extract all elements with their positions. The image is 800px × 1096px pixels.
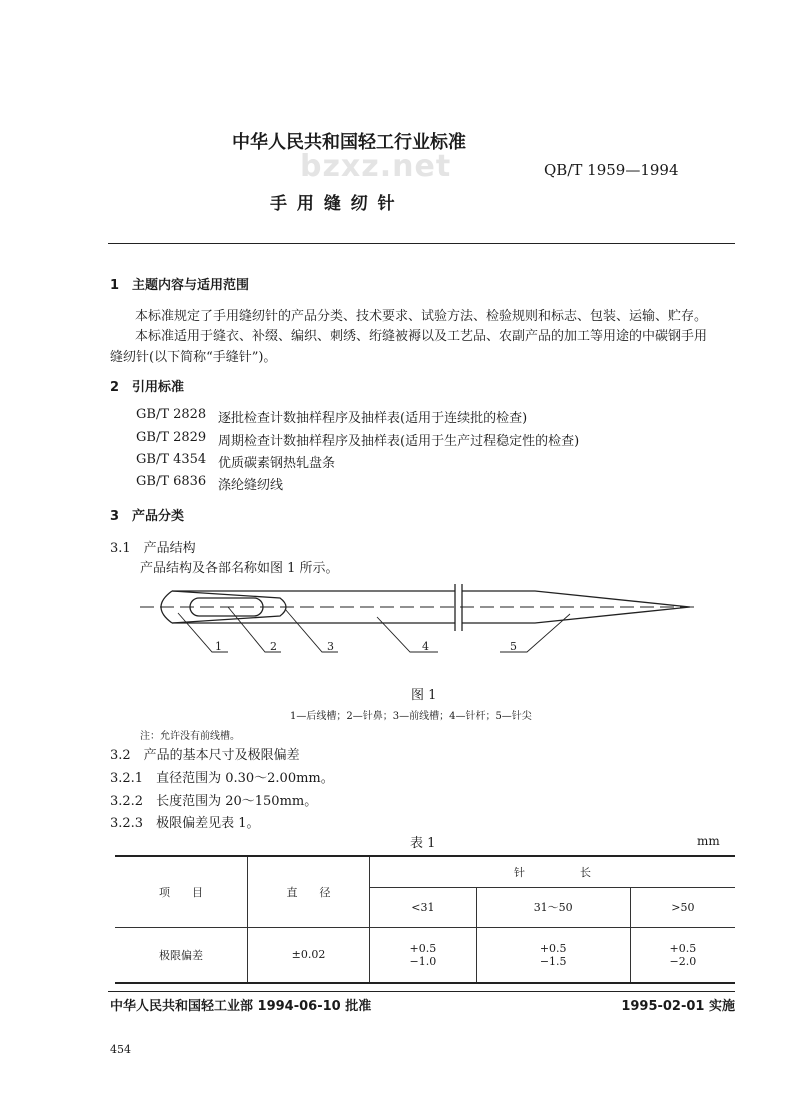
document-title: 手 用 缝 纫 针 (270, 194, 397, 214)
table-title: 表 1 (410, 836, 436, 851)
length-tolerance (370, 927, 477, 983)
reference-title: 逐批检查计数抽样程序及抽样表(适用于连续批的检查) (218, 411, 528, 426)
paragraph: 本标准适用于缝衣、补缀、编织、刺绣、绗缝被褥以及工艺品、农副产品的加工等用途的中碳钢手用 (135, 329, 708, 344)
figure-label-2: 2 (270, 640, 277, 653)
diameter-tolerance: ±0.02 (248, 927, 370, 983)
header-diameter: 直 径 (248, 856, 370, 927)
lower: −2.0 (669, 954, 697, 968)
approval-text: 中华人民共和国轻工业部 1994-06-10 批准 (110, 999, 372, 1014)
reference-code: GB/T 4354 (136, 452, 207, 467)
issuing-organization: 中华人民共和国轻工行业标准 (232, 132, 466, 153)
figure-title: 图 1 (411, 688, 437, 703)
page-number: 454 (110, 1043, 131, 1056)
paragraph: 缝纫针(以下简称“手缝针”)。 (110, 350, 277, 365)
section-1-heading: 1 主题内容与适用范围 (110, 278, 250, 293)
length-tolerance (476, 927, 630, 983)
paragraph: 本标准规定了手用缝纫针的产品分类、技术要求、试验方法、检验规则和标志、包装、运输、贮存。 (135, 309, 708, 324)
header-item: 项 目 (115, 856, 248, 927)
row-label: 极限偏差 (115, 927, 248, 983)
header-length: 针 长 (370, 856, 736, 887)
reference-code: GB/T 2828 (136, 407, 207, 422)
subsection-3-2-2: 3.2.2 长度范围为 20～150mm。 (110, 794, 318, 809)
subsection-3-2-3: 3.2.3 极限偏差见表 1。 (110, 816, 260, 831)
reference-title: 周期检查计数抽样程序及抽样表(适用于生产过程稳定性的检查) (218, 434, 580, 449)
section-2-heading: 2 引用标准 (110, 380, 185, 395)
figure-label-1: 1 (215, 640, 222, 653)
reference-code: GB/T 2829 (136, 430, 207, 445)
length-col: <31 (370, 887, 477, 927)
watermark: bzxz.net (300, 149, 452, 184)
figure-label-3: 3 (327, 640, 334, 653)
lower: −1.0 (409, 954, 437, 968)
length-col: >50 (630, 887, 735, 927)
subsection-3-2: 3.2 产品的基本尺寸及极限偏差 (110, 748, 300, 763)
reference-title: 优质碳素钢热轧盘条 (218, 456, 336, 471)
section-3-heading: 3 产品分类 (110, 509, 185, 524)
figure-note: 注：允许没有前线槽。 (140, 731, 240, 742)
standard-code: QB/T 1959—1994 (544, 161, 679, 179)
paragraph: 产品结构及各部名称如图 1 所示。 (140, 561, 339, 576)
reference-title: 涤纶缝纫线 (218, 478, 284, 493)
subsection-3-2-1: 3.2.1 直径范围为 0.30～2.00mm。 (110, 771, 334, 786)
tolerance-table (115, 855, 735, 984)
upper: +0.5 (539, 941, 567, 955)
subsection-3-1: 3.1 产品结构 (110, 541, 196, 556)
upper: +0.5 (409, 941, 437, 955)
figure-label-4: 4 (422, 640, 429, 653)
figure-caption: 1—后线槽；2—针鼻；3—前线槽；4—针杆；5—针尖 (290, 711, 532, 722)
reference-code: GB/T 6836 (136, 474, 207, 489)
figure-label-5: 5 (510, 640, 517, 653)
implementation-date: 1995-02-01 实施 (621, 999, 735, 1014)
length-col: 31～50 (476, 887, 630, 927)
length-tolerance (630, 927, 735, 983)
upper: +0.5 (669, 941, 697, 955)
footer-divider (108, 991, 735, 992)
lower: −1.5 (539, 954, 567, 968)
table-unit: mm (697, 834, 720, 848)
